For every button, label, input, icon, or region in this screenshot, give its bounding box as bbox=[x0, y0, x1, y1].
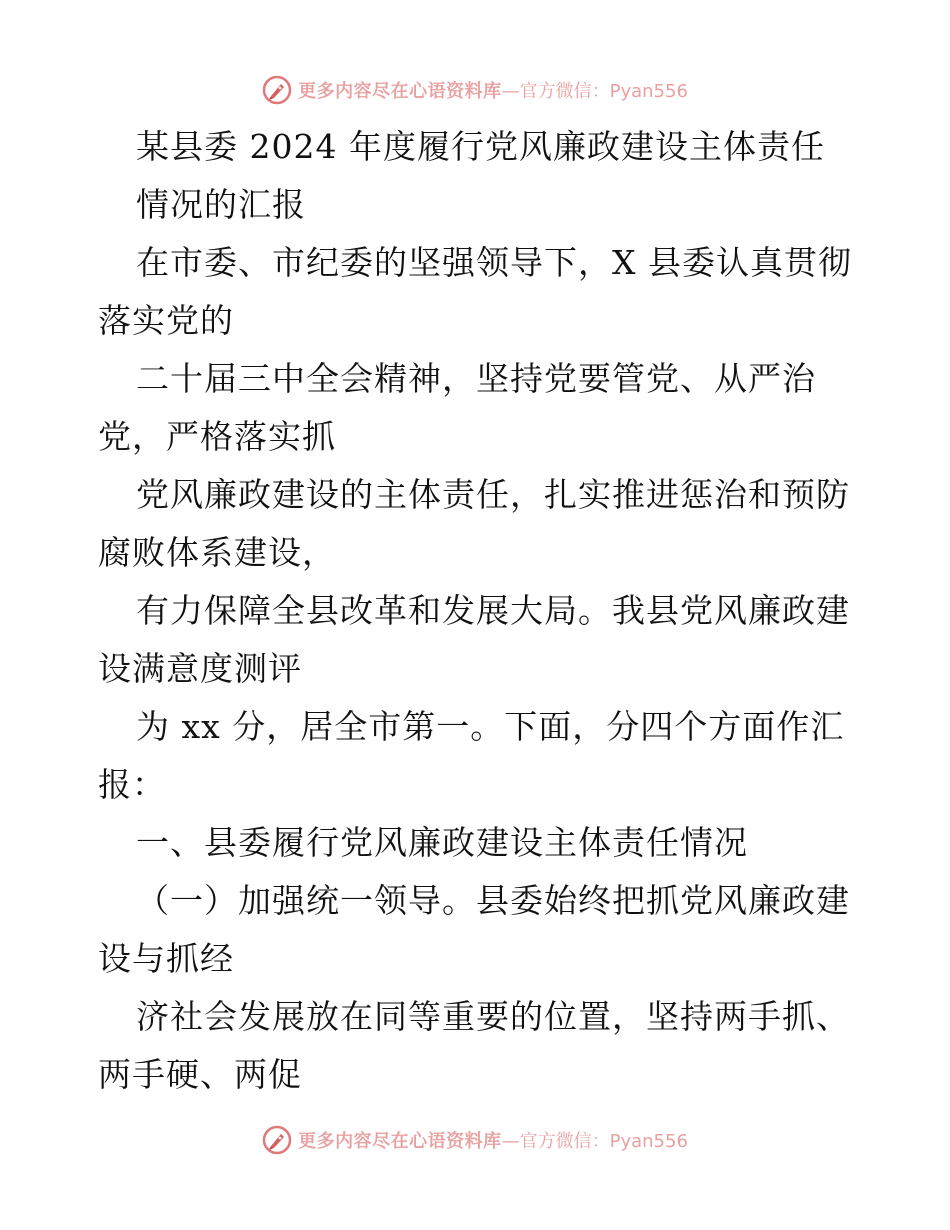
header-watermark bbox=[0, 70, 950, 110]
document-line: 某县委 2024 年度履行党风廉政建设主体责任 bbox=[136, 127, 825, 166]
document-line: 党，严格落实抓 bbox=[98, 417, 336, 456]
document-body bbox=[98, 118, 858, 1104]
document-line: 有力保障全县改革和发展大局。我县党风廉政建 bbox=[136, 591, 850, 630]
watermark-sub-text: —官方微信：Pyan556 bbox=[501, 81, 688, 102]
document-line: 在市委、市纪委的坚强领导下，X 县委认真贯彻 bbox=[136, 243, 852, 282]
document-line: 设与抓经 bbox=[98, 939, 234, 978]
document-line: 腐败体系建设， bbox=[98, 533, 336, 572]
document-line: 党风廉政建设的主体责任，扎实推进惩治和预防 bbox=[136, 475, 850, 514]
pen-nib-logo-icon bbox=[262, 75, 292, 105]
watermark-main-text: 更多内容尽在心语资料库 bbox=[298, 81, 502, 102]
pen-nib-logo-icon bbox=[262, 1125, 292, 1155]
document-line: 为 xx 分，居全市第一。下面，分四个方面作汇 bbox=[136, 707, 845, 746]
watermark-main-text: 更多内容尽在心语资料库 bbox=[298, 1131, 502, 1152]
document-line: 设满意度测评 bbox=[98, 649, 302, 688]
document-line: 报： bbox=[98, 765, 166, 804]
document-line: 二十届三中全会精神，坚持党要管党、从严治 bbox=[136, 359, 816, 398]
footer-watermark bbox=[0, 1120, 950, 1160]
document-line: 两手硬、两促 bbox=[98, 1055, 302, 1094]
document-line: 济社会发展放在同等重要的位置，坚持两手抓、 bbox=[136, 997, 850, 1036]
document-line: 一、县委履行党风廉政建设主体责任情况 bbox=[136, 823, 748, 862]
document-line: 情况的汇报 bbox=[136, 185, 306, 224]
document-line: （一）加强统一领导。县委始终把抓党风廉政建 bbox=[136, 881, 850, 920]
watermark-sub-text: —官方微信：Pyan556 bbox=[501, 1131, 688, 1152]
document-line: 落实党的 bbox=[98, 301, 234, 340]
